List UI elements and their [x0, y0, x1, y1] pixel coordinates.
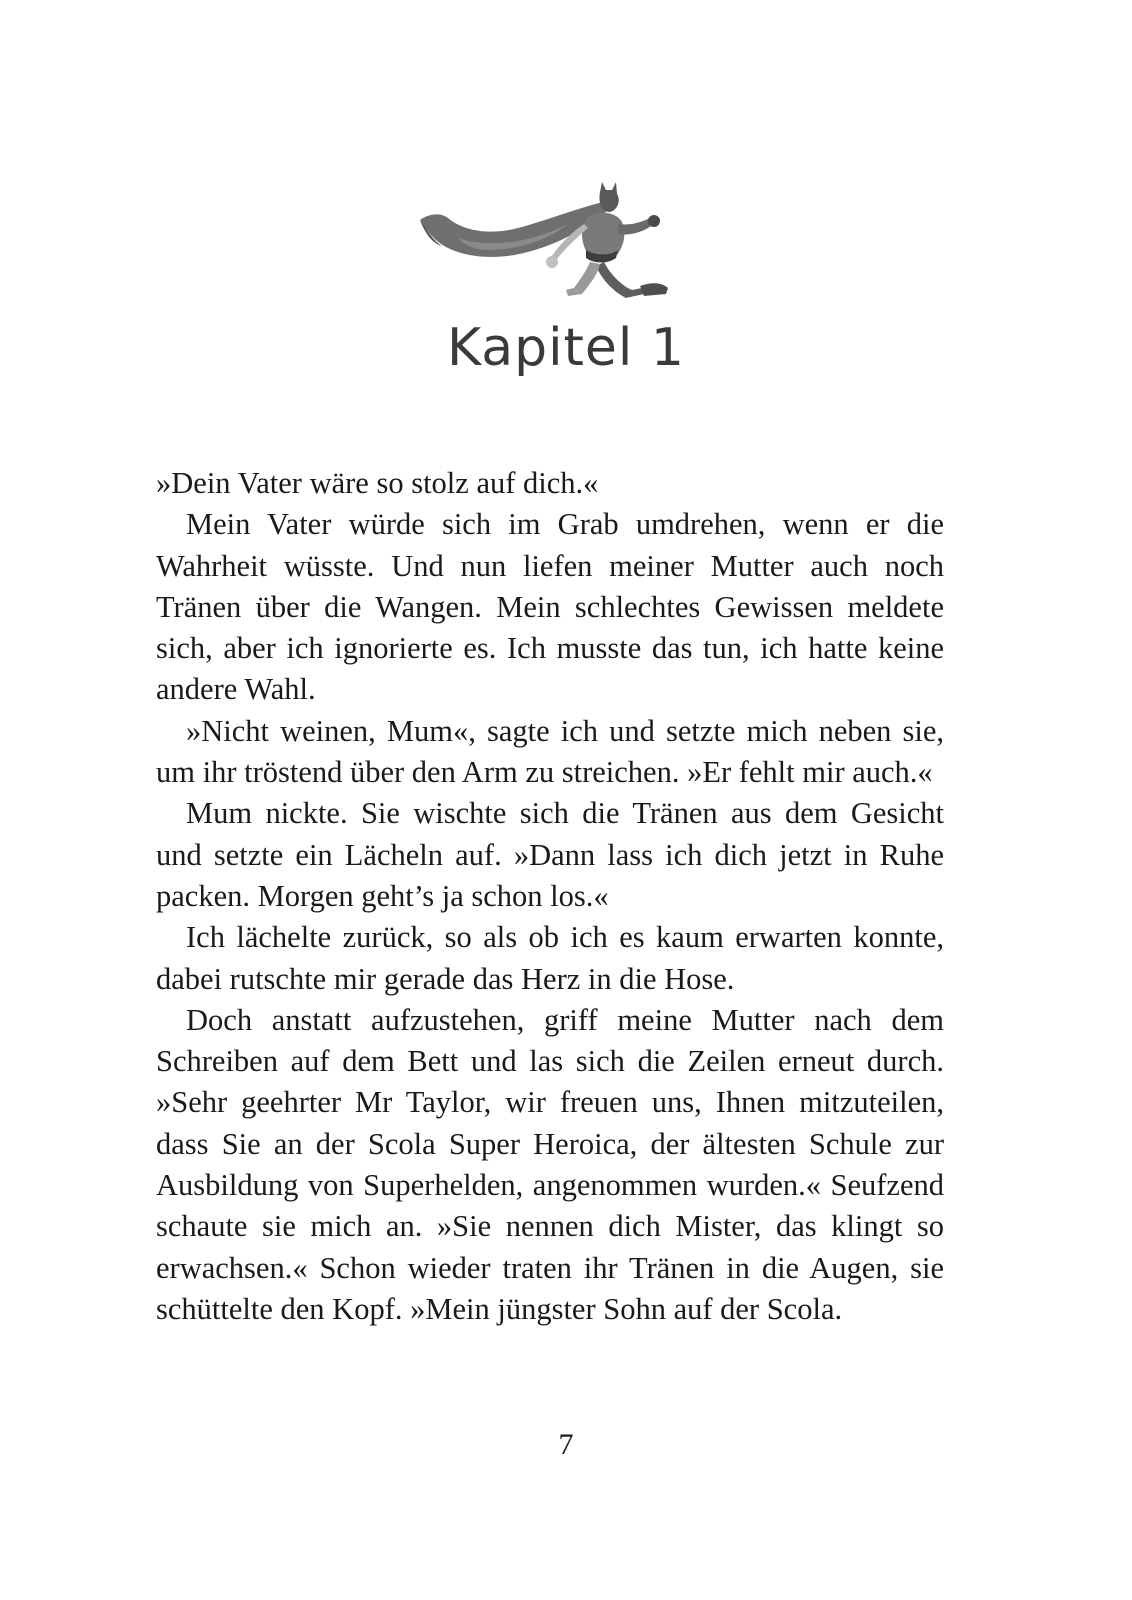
page-number: 7: [558, 1428, 574, 1461]
paragraph: Ich lächelte zurück, so als ob ich es kaum erwarten konnte, dabei rutschte mir gerade das Herz in die Hose.: [156, 920, 944, 996]
chapter-heading: Kapitel 1: [447, 318, 685, 378]
paragraph: Doch anstatt aufzustehen, griff meine Mutter nach dem Schreiben auf dem Bett und las sich die Zeilen erneut durch. »Sehr geehrter Mr Taylor, wir freuen uns, Ihnen mitzuteilen, dass Sie an der Scola Super Heroica, der ältesten Schule zur Ausbildung von Superhelden, angenommen wurden.« Seufzend schaute sie mich an. »Sie nennen dich Mister, das klingt so erwachsen.« Schon wieder traten ihr Tränen in die Augen, sie schüttelte den Kopf. »Mein jüngster Sohn auf der Scola.: [156, 1002, 944, 1326]
flying-superhero-icon: [418, 178, 680, 308]
paragraph: Mein Vater würde sich im Grab umdrehen, wenn er die Wahrheit wüsste. Und nun liefen meiner Mutter auch noch Tränen über die Wangen. Mein schlechtes Gewissen meldete sich, aber ich ignorierte es. Ich musste das tun, ich hatte keine andere Wahl.: [156, 507, 944, 707]
chapter-body: [156, 463, 944, 1330]
paragraph: Mum nickte. Sie wischte sich die Tränen aus dem Gesicht und setzte ein Lächeln auf. »Dann lass ich dich jetzt in Ruhe packen. Morgen geht’s ja schon los.«: [156, 796, 944, 913]
paragraph: »Nicht weinen, Mum«, sagte ich und setzte mich neben sie, um ihr tröstend über den Arm zu streichen. »Er fehlt mir auch.«: [156, 713, 944, 790]
paragraph: »Dein Vater wäre so stolz auf dich.«: [156, 466, 599, 500]
